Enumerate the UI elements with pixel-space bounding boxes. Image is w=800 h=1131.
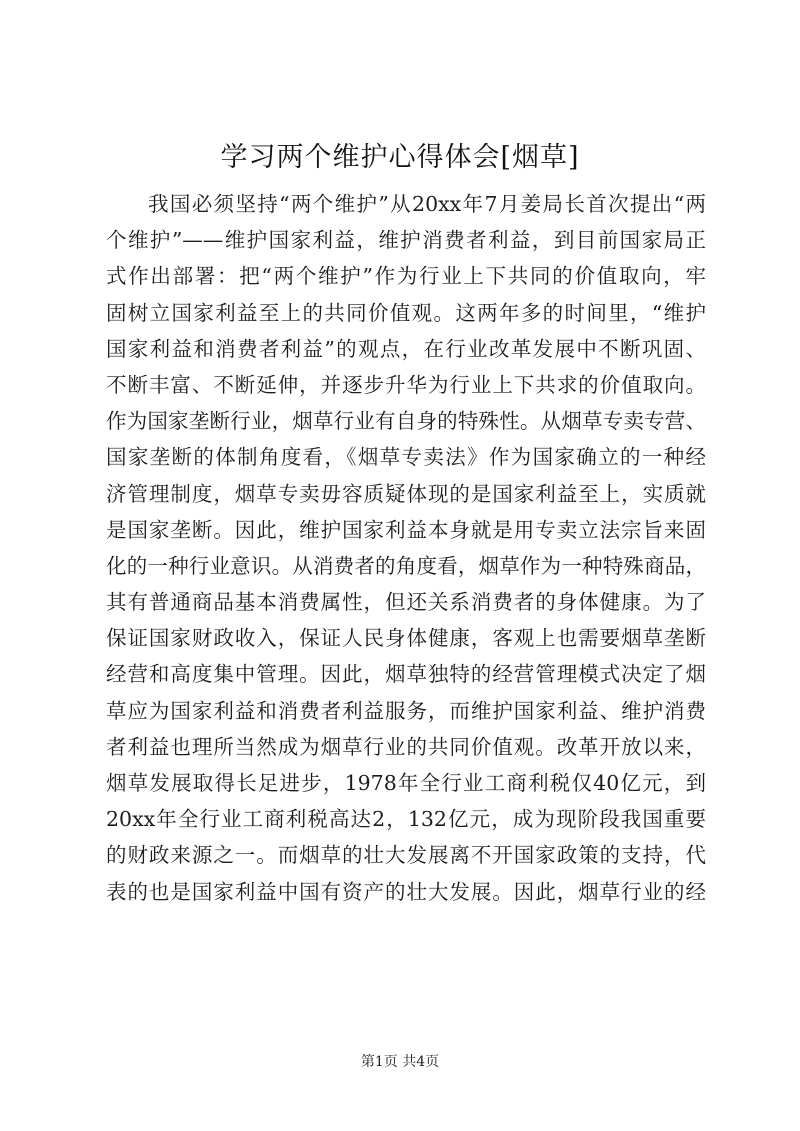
document-title: 学习两个维护心得体会[烟草] — [220, 142, 580, 173]
body-line: 国家利益和消费者利益”的观点，在行业改革发展中不断巩固、 — [106, 336, 706, 361]
body-line: 保证国家财政收入，保证人民身体健康，客观上也需要烟草垄断 — [106, 626, 706, 651]
body-line: 是国家垄断。因此，维护国家利益本身就是用专卖立法宗旨来固 — [106, 517, 706, 542]
document-body — [106, 186, 706, 910]
body-line: 个维护”——维护国家利益，维护消费者利益，到目前国家局正 — [106, 228, 706, 253]
body-line: 烟草发展取得长足进步，1978年全行业工商利税仅40亿元，到 — [106, 771, 706, 795]
body-line: 固树立国家利益至上的共同价值观。这两年多的时间里，“维护 — [106, 300, 706, 325]
body-line: 的财政来源之一。而烟草的壮大发展离不开国家政策的支持，代 — [106, 843, 706, 868]
body-line: 经营和高度集中管理。因此，烟草独特的经营管理模式决定了烟 — [106, 662, 706, 687]
body-line: 济管理制度，烟草专卖毋容质疑体现的是国家利益至上，实质就 — [106, 481, 706, 506]
body-line: 不断丰富、不断延伸，并逐步升华为行业上下共求的价值取向。 — [106, 372, 706, 397]
body-line: 式作出部署：把“两个维护”作为行业上下共同的价值取向，牢 — [106, 264, 706, 289]
body-line: 其有普通商品基本消费属性，但还关系消费者的身体健康。为了 — [106, 590, 706, 615]
body-line: 者利益也理所当然成为烟草行业的共同价值观。改革开放以来， — [106, 734, 706, 759]
body-line: 国家垄断的体制角度看，《烟草专卖法》作为国家确立的一种经 — [106, 445, 706, 470]
body-line: 表的也是国家利益中国有资产的壮大发展。因此，烟草行业的经 — [106, 879, 706, 904]
body-line: 作为国家垄断行业，烟草行业有自身的特殊性。从烟草专卖专营、 — [106, 409, 706, 434]
body-line: 化的一种行业意识。从消费者的角度看，烟草作为一种特殊商品， — [106, 553, 706, 578]
body-line: 我国必须坚持“两个维护”从20xx年7月姜局长首次提出“两 — [148, 192, 706, 216]
page-footer: 第1页 共4页 — [360, 1054, 440, 1070]
body-line: 20xx年全行业工商利税高达2，132亿元，成为现阶段我国重要 — [106, 807, 706, 832]
body-line: 草应为国家利益和消费者利益服务，而维护国家利益、维护消费 — [106, 698, 706, 723]
